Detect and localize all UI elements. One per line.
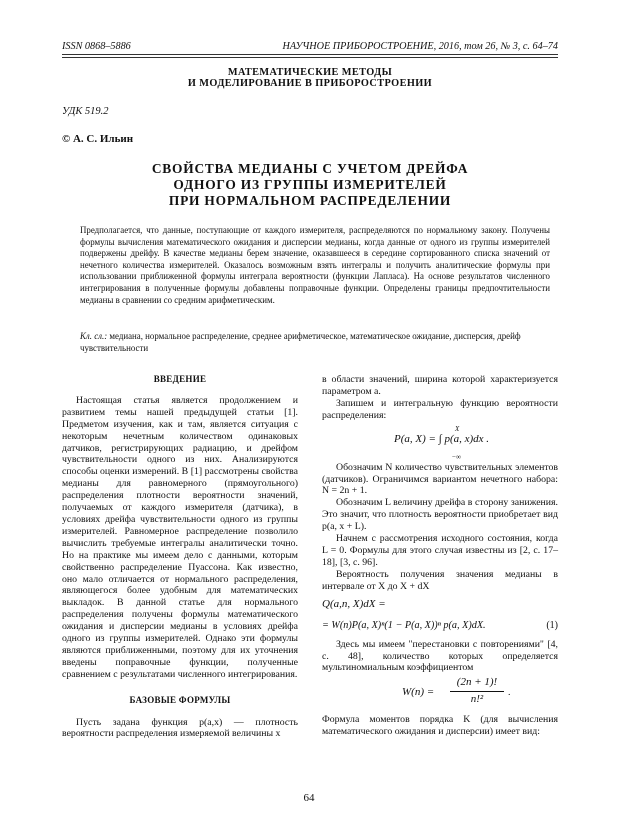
period: . bbox=[508, 687, 511, 699]
author: © А. С. Ильин bbox=[62, 133, 134, 145]
initial-state-paragraph: Начнем с рассмотрения исходного состояния, когда L = 0. Формулы для этого случая известны из [2, с. 17–18], [3, с. 96]. bbox=[322, 533, 558, 568]
equation-1-line-2: = W(n)P(a, X)ⁿ(1 − P(a, X))ⁿ p(a, X)dX. bbox=[322, 619, 486, 631]
right-column bbox=[322, 374, 558, 738]
section-line-2: И МОДЕЛИРОВАНИЕ В ПРИБОРОСТРОЕНИИ bbox=[187, 78, 433, 89]
title-line-1: СВОЙСТВА МЕДИАНЫ С УЧЕТОМ ДРЕЙФА bbox=[151, 161, 469, 176]
basic-formulas-paragraph: Пусть задана функция p(a,x) — плотность вероятности распределения измеряемой величины x bbox=[62, 716, 298, 740]
multinomial-numerator: (2n + 1)! bbox=[456, 676, 498, 689]
multinomial-denominator: n!² bbox=[470, 693, 484, 706]
keywords-text: медиана, нормальное распределение, среднее арифметическое, математическое ожидание, дисперсия, дрейф чувствительности bbox=[80, 331, 521, 353]
cdf-intro: Запишем и интегральную функцию вероятности распределения: bbox=[322, 397, 558, 421]
keywords-label: Кл. сл.: bbox=[80, 331, 108, 341]
left-column bbox=[62, 374, 298, 740]
journal-reference: НАУЧНОЕ ПРИБОРОСТРОЕНИЕ, 2016, том 26, № 3, с. 64–74 bbox=[282, 41, 558, 52]
cdf-lower-limit: −∞ bbox=[452, 452, 461, 461]
equation-1-block bbox=[322, 593, 558, 639]
cdf-equation: P(a, X) = ∫ p(a, x)dx . bbox=[394, 432, 490, 445]
moments-paragraph: Формула моментов порядка K (для вычисления математического ожидания и дисперсии) имеет вид: bbox=[322, 714, 558, 738]
abstract bbox=[80, 225, 550, 306]
cdf-equation-block bbox=[322, 422, 558, 462]
title-line-3: ПРИ НОРМАЛЬНОМ РАСПРЕДЕЛЕНИИ bbox=[168, 193, 452, 208]
multinomial-equation bbox=[322, 674, 558, 714]
section-heading bbox=[62, 67, 558, 89]
cdf-upper-limit: X bbox=[455, 424, 460, 433]
drift-paragraph: Обозначим L величину дрейфа в сторону занижения. Это значит, что плотность вероятности приобретает вид p(a, x + L). bbox=[322, 497, 558, 533]
header-rule bbox=[62, 54, 558, 55]
permutations-paragraph: Здесь мы имеем "перестановки с повторениями" [4, с. 48], количество которых определяется мультиномиальным коэффициентом bbox=[322, 638, 558, 674]
median-probability-paragraph: Вероятность получения значения медианы в интервале от X до X + dX bbox=[322, 568, 558, 592]
page-number: 64 bbox=[303, 792, 315, 804]
heading-introduction: ВВЕДЕНИЕ bbox=[153, 374, 207, 384]
equation-1-line-1: Q(a,n, X)dX = bbox=[322, 597, 386, 610]
abstract-text: Предполагается, что данные, поступающие от каждого измерителя, распределяются по нормальному закону. Получены формулы вычисления математического ожидания и дисперсии медианы, когда данные от одного из группы измерителей подвержены дрейфу. В качестве медианы берем значение, оказавшееся в середине сортированного списка значений от нечетного количества измерителей. Оказалось возможным взять интегралы и получить аналитические формулы при использовании приближенной формулы интеграла вероятности (функции Лапласа). На основе результатов численного интегрирования в полученные формулы добавлены поправочные функции. Определены границы предпочтительности медианы в сравнении со средним арифметическим. bbox=[80, 225, 550, 305]
sensors-paragraph: Обозначим N количество чувствительных элементов (датчиков). Ограничимся вариантом нечетного набора: N = 2n + 1. bbox=[322, 461, 558, 497]
issn: ISSN 0868–5886 bbox=[62, 41, 131, 52]
keywords bbox=[80, 331, 550, 354]
title-line-2: ОДНОГО ИЗ ГРУППЫ ИЗМЕРИТЕЛЕЙ bbox=[173, 177, 447, 192]
header-rule-2 bbox=[62, 57, 558, 58]
fraction-bar bbox=[450, 691, 504, 692]
heading-basic-formulas: БАЗОВЫЕ ФОРМУЛЫ bbox=[129, 694, 231, 705]
section-line-1: МАТЕМАТИЧЕСКИЕ МЕТОДЫ bbox=[227, 67, 393, 78]
equation-1-number: (1) bbox=[546, 619, 558, 631]
udk-code: УДК 519.2 bbox=[62, 106, 109, 117]
continued-paragraph: в области значений, ширина которой характеризуется параметром a. bbox=[322, 374, 558, 397]
intro-paragraph: Настоящая статья является продолжением и развитием темы нашей предыдущей статьи [1]. Предметом изучения, как и там, является ситуация с некоторым нечетным количеством одинаковых датчиков, регистрирующих радиацию, и дрейфом чувствительности одного из них. Анализируются способы оценки измерений. В [1] рассмотрены свойства медианы для равномерного (прямоугольного) распределения плотности вероятности значений, получаемых от каждого измерителя (датчика), в условиях дрейфа чувствительности одного из группы измерителей. Равномерное распределение позволило вычислить требуемые интегралы аналитически точно. Но на практике мы имеем дело с данными, которым свойственно распределение Пуассона. Как известно, оно мало отличается от нормального распределения, являющегося более удобным для математических выкладок. В данной статье для нормального распределения получены формулы математического ожидания и дисперсии медианы в условиях дрейфа одного из группы измерителей. Однако эти формулы являются приближенными, поэтому для их уточнения введены поправочные функции, полученные сравнением с результатами численного интегрирования. bbox=[62, 394, 298, 680]
multinomial-lhs: W(n) = bbox=[402, 686, 435, 699]
paper-title bbox=[62, 161, 558, 209]
